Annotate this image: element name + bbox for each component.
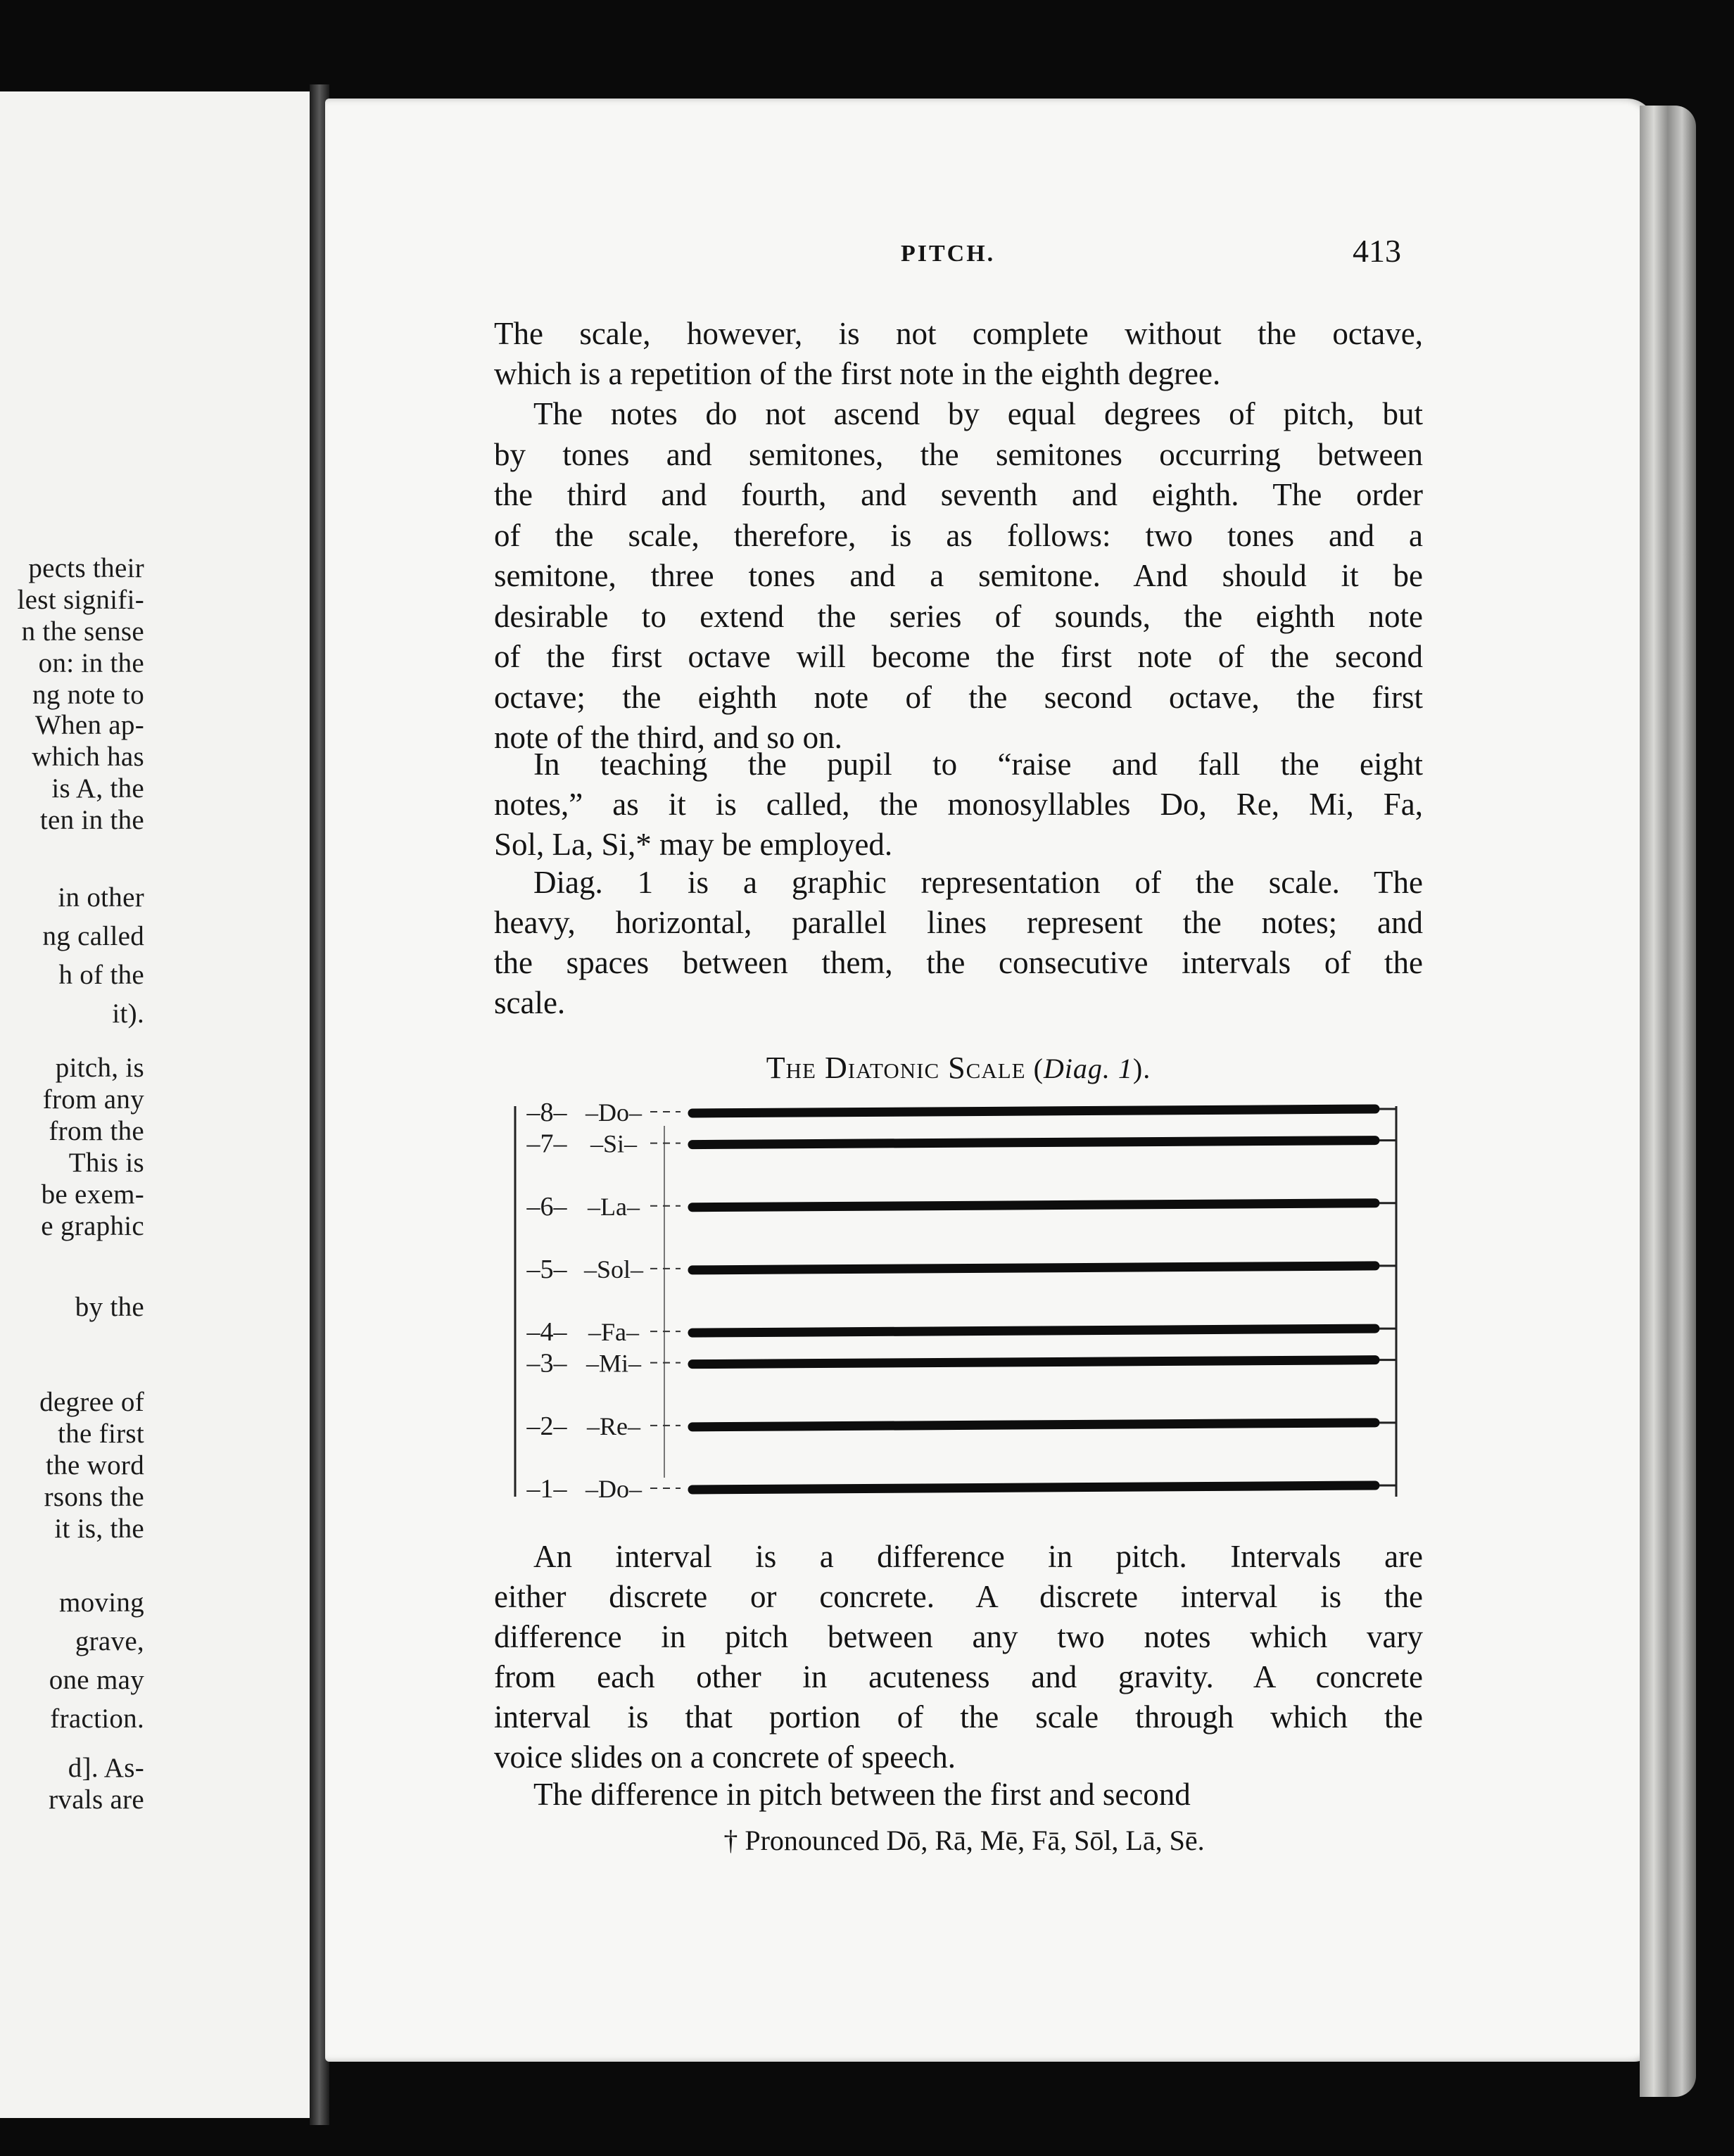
left-text-line: from the bbox=[49, 1116, 144, 1146]
caption-open: ( bbox=[1033, 1053, 1044, 1084]
note-line bbox=[692, 1266, 1375, 1270]
left-text-line: rvals are bbox=[49, 1784, 144, 1815]
note-line bbox=[692, 1203, 1375, 1207]
running-head: PITCH. bbox=[901, 241, 996, 267]
text-line: The scale, however, is not complete without the octave, bbox=[494, 316, 1423, 351]
caption-title: The Diatonic Scale bbox=[766, 1051, 1026, 1085]
degree-label: –7– bbox=[526, 1129, 567, 1159]
text-line: notes,” as it is called, the monosyllables Do, Re, Mi, Fa, bbox=[494, 787, 1423, 822]
left-text-line: pects their bbox=[28, 553, 144, 583]
text-line: either discrete or concrete. A discrete interval is the bbox=[494, 1579, 1423, 1614]
text-line: by tones and semitones, the semitones occurring between bbox=[494, 436, 1423, 472]
left-text-line: it). bbox=[112, 998, 144, 1029]
degree-label: –2– bbox=[526, 1411, 567, 1441]
left-text-line: the first bbox=[58, 1419, 144, 1449]
text-line: Sol, La, Si,* may be employed. bbox=[494, 827, 893, 862]
text-line: In teaching the pupil to “raise and fall the eight bbox=[533, 747, 1423, 782]
left-text-line: fraction. bbox=[50, 1704, 144, 1734]
note-line bbox=[692, 1109, 1375, 1113]
text-line: note of the third, and so on. bbox=[494, 720, 842, 755]
caption-ref: Diag. 1 bbox=[1043, 1053, 1133, 1084]
left-text-line: This is bbox=[68, 1148, 144, 1178]
left-text-line: on: in the bbox=[38, 648, 144, 678]
text-line: Diag. 1 is a graphic representation of the scale. The bbox=[533, 865, 1423, 900]
diagram-caption bbox=[494, 1050, 1423, 1086]
footnote: † Pronounced Dō, Rā, Mē, Fā, Sōl, Lā, Sē. bbox=[723, 1825, 1205, 1856]
syllable-label: –Sol– bbox=[583, 1255, 644, 1283]
note-line bbox=[692, 1360, 1375, 1364]
note-line bbox=[692, 1485, 1375, 1490]
syllable-label: –Si– bbox=[590, 1129, 638, 1158]
left-text-line: it is, the bbox=[54, 1514, 144, 1544]
note-line bbox=[692, 1423, 1375, 1427]
note-line bbox=[692, 1329, 1375, 1333]
left-text-line: grave, bbox=[75, 1626, 144, 1656]
text-line: the third and fourth, and seventh and eighth. The order bbox=[494, 477, 1423, 512]
left-text-line: which has bbox=[32, 742, 144, 772]
caption-close: ). bbox=[1132, 1053, 1151, 1084]
left-text-line: n the sense bbox=[21, 616, 144, 647]
left-text-line: in other bbox=[58, 882, 144, 913]
left-text-line: d]. As- bbox=[68, 1753, 144, 1783]
syllable-label: –La– bbox=[588, 1192, 640, 1221]
left-text-line: one may bbox=[49, 1665, 144, 1695]
degree-label: –3– bbox=[526, 1348, 567, 1378]
left-text-line: degree of bbox=[39, 1387, 144, 1417]
text-line: from each other in acuteness and gravity. A concrete bbox=[494, 1659, 1423, 1694]
degree-label: –8– bbox=[526, 1098, 567, 1127]
syllable-label: –Re– bbox=[587, 1412, 640, 1440]
left-text-line: When ap- bbox=[34, 710, 144, 740]
left-text-line: ten in the bbox=[39, 805, 144, 835]
page-edge bbox=[1640, 106, 1696, 2097]
left-text-line: by the bbox=[75, 1292, 144, 1322]
page-number: 413 bbox=[1353, 233, 1401, 269]
degree-label: –5– bbox=[526, 1254, 567, 1284]
left-text-line: lest signifi- bbox=[17, 585, 144, 615]
degree-label: –4– bbox=[526, 1317, 567, 1348]
text-line: An interval is a difference in pitch. Intervals are bbox=[533, 1539, 1423, 1574]
left-text-line: is A, the bbox=[51, 773, 144, 804]
syllable-label: –Do– bbox=[586, 1098, 642, 1127]
left-text-line: be exem- bbox=[41, 1179, 144, 1210]
text-line: interval is that portion of the scale through which the bbox=[494, 1699, 1423, 1735]
degree-label: –1– bbox=[526, 1474, 567, 1504]
left-text-line: pitch, is bbox=[55, 1053, 144, 1083]
text-line: voice slides on a concrete of speech. bbox=[494, 1739, 956, 1775]
left-text-line: h of the bbox=[58, 960, 144, 990]
left-text-line: ng note to bbox=[32, 680, 144, 710]
text-line: The notes do not ascend by equal degrees of pitch, but bbox=[533, 396, 1423, 431]
left-text-line: e graphic bbox=[41, 1211, 144, 1241]
text-line: difference in pitch between any two notes which vary bbox=[494, 1619, 1423, 1654]
text-line: the spaces between them, the consecutive intervals of the bbox=[494, 945, 1423, 980]
text-line: of the first octave will become the first note of the second bbox=[494, 639, 1423, 674]
degree-label: –6– bbox=[526, 1191, 567, 1222]
left-text-line: from any bbox=[42, 1084, 144, 1115]
left-text-line: rsons the bbox=[44, 1482, 144, 1512]
syllable-label: –Mi– bbox=[586, 1349, 642, 1378]
left-text-line: the word bbox=[46, 1450, 144, 1480]
text-line: which is a repetition of the first note in the eighth degree. bbox=[494, 356, 1221, 391]
text-line: octave; the eighth note of the second octave, the first bbox=[494, 679, 1423, 715]
syllable-label: –Fa– bbox=[588, 1318, 639, 1347]
text-line: desirable to extend the series of sounds, the eighth note bbox=[494, 598, 1423, 634]
note-line bbox=[692, 1141, 1375, 1145]
text-line: heavy, horizontal, parallel lines represent the notes; and bbox=[494, 905, 1423, 940]
left-text-line: moving bbox=[59, 1587, 144, 1618]
text-line: of the scale, therefore, is as follows: two tones and a bbox=[494, 517, 1423, 553]
text-line: The difference in pitch between the first and second bbox=[533, 1777, 1191, 1812]
text-line: scale. bbox=[494, 985, 566, 1020]
left-text-line: ng called bbox=[42, 921, 144, 951]
syllable-label: –Do– bbox=[586, 1475, 642, 1503]
text-line: semitone, three tones and a semitone. And should it be bbox=[494, 558, 1423, 593]
diatonic-scale-diagram bbox=[508, 1098, 1409, 1506]
